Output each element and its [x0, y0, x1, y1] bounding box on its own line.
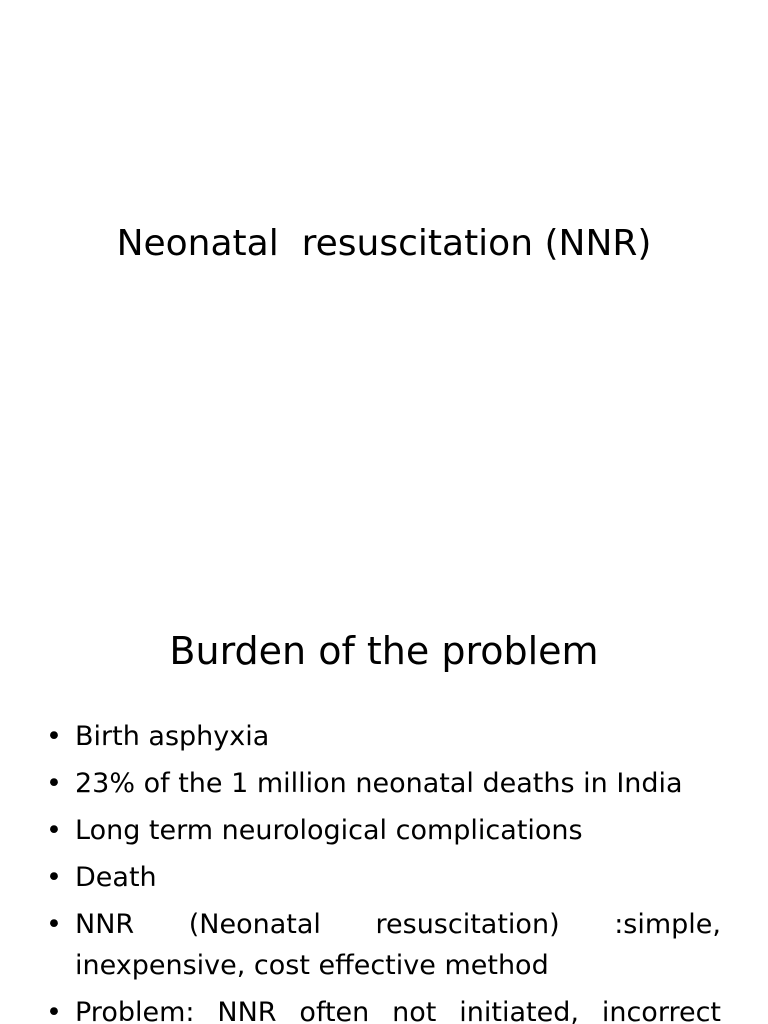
bullet-dot-icon: • — [46, 768, 62, 799]
bullet-text: Problem: NNR often not initiated, incorrect — [75, 997, 721, 1024]
bullet-item — [46, 810, 721, 851]
slide-title: Burden of the problem — [169, 629, 599, 673]
slide-title: Neonatal resuscitation (NNR) — [116, 223, 652, 264]
bullet-text: NNR (Neonatal resuscitation) :simple, inexpensive, cost effective method — [75, 909, 721, 981]
bullet-item — [46, 904, 721, 986]
bullet-item — [46, 992, 721, 1024]
bullet-item — [46, 857, 721, 898]
bullet-item — [46, 716, 721, 757]
bullet-text: Death — [75, 862, 157, 893]
bullet-dot-icon: • — [46, 815, 62, 846]
bullet-dot-icon: • — [46, 909, 62, 940]
bullet-text: Long term neurological complications — [75, 815, 583, 846]
bullet-dot-icon: • — [46, 997, 62, 1024]
bullet-text: 23% of the 1 million neonatal deaths in India — [75, 768, 683, 799]
bullet-text: Birth asphyxia — [75, 721, 270, 752]
slide-2 — [0, 576, 768, 1024]
bullet-item — [46, 763, 721, 804]
bullet-dot-icon: • — [46, 862, 62, 893]
bullet-dot-icon: • — [46, 721, 62, 752]
bullet-list — [46, 716, 721, 1024]
